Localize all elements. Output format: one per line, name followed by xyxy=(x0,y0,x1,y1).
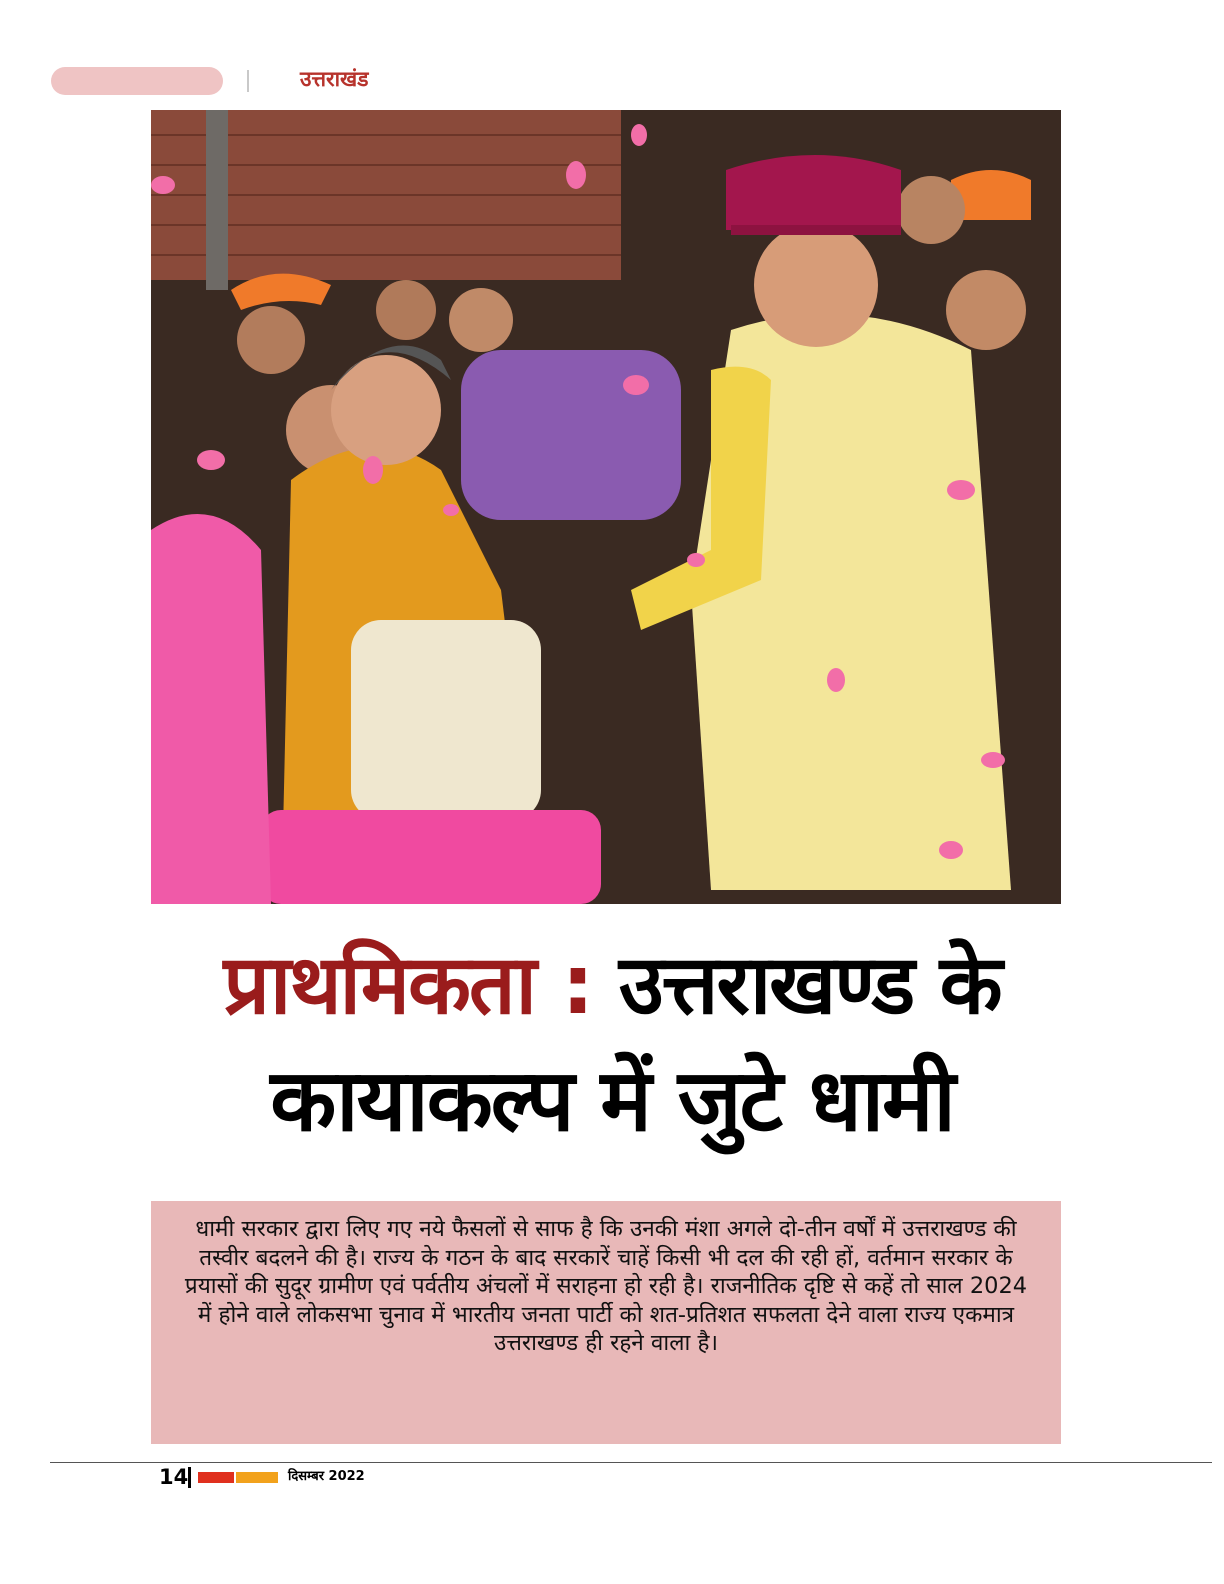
summary-text: धामी सरकार द्वारा लिए गए नये फैसलों से साफ है कि उनकी मंशा अगले दो-तीन वर्षों में उत्तराखण्ड की तस्वीर बदलने की है। राज्य के गठन के बाद सरकारें चाहें किसी भी दल की रही हों, वर्तमान सरकार के प्रयासों की सुदूर ग्रामीण एवं पर्वतीय अंचलों में सराहना हो रही है। राजनीतिक दृष्टि से कहें तो साल 2024 में होने वाले लोकसभा चुनाव में भारतीय जनता पार्टी को शत-प्रतिशत सफलता देने वाला राज्य एकमात्र उत्तराखण्ड ही रहने वाला है। xyxy=(184,1216,1028,1357)
issue-date: दिसम्बर 2022 xyxy=(288,1469,365,1484)
page-number: 14 xyxy=(159,1465,189,1489)
headline-accent: प्राथमिकता : xyxy=(223,938,593,1033)
summary-box xyxy=(151,1201,1061,1444)
lead-photo xyxy=(151,110,1061,904)
headline xyxy=(120,930,1104,1160)
magazine-logo-icon xyxy=(197,1470,279,1485)
header-divider xyxy=(247,70,249,92)
section-label: उत्तराखंड xyxy=(300,67,369,91)
headline-line-1 xyxy=(120,930,1104,1042)
photo-crowd-greeting-icon xyxy=(151,110,1061,904)
headline-line-1-rest: उत्तराखण्ड के xyxy=(618,938,1001,1033)
headline-line-2: कायाकल्प में जुटे धामी xyxy=(270,1051,954,1151)
footer-rule xyxy=(50,1462,1212,1463)
section-pill xyxy=(51,67,223,95)
footer-divider xyxy=(188,1467,191,1488)
